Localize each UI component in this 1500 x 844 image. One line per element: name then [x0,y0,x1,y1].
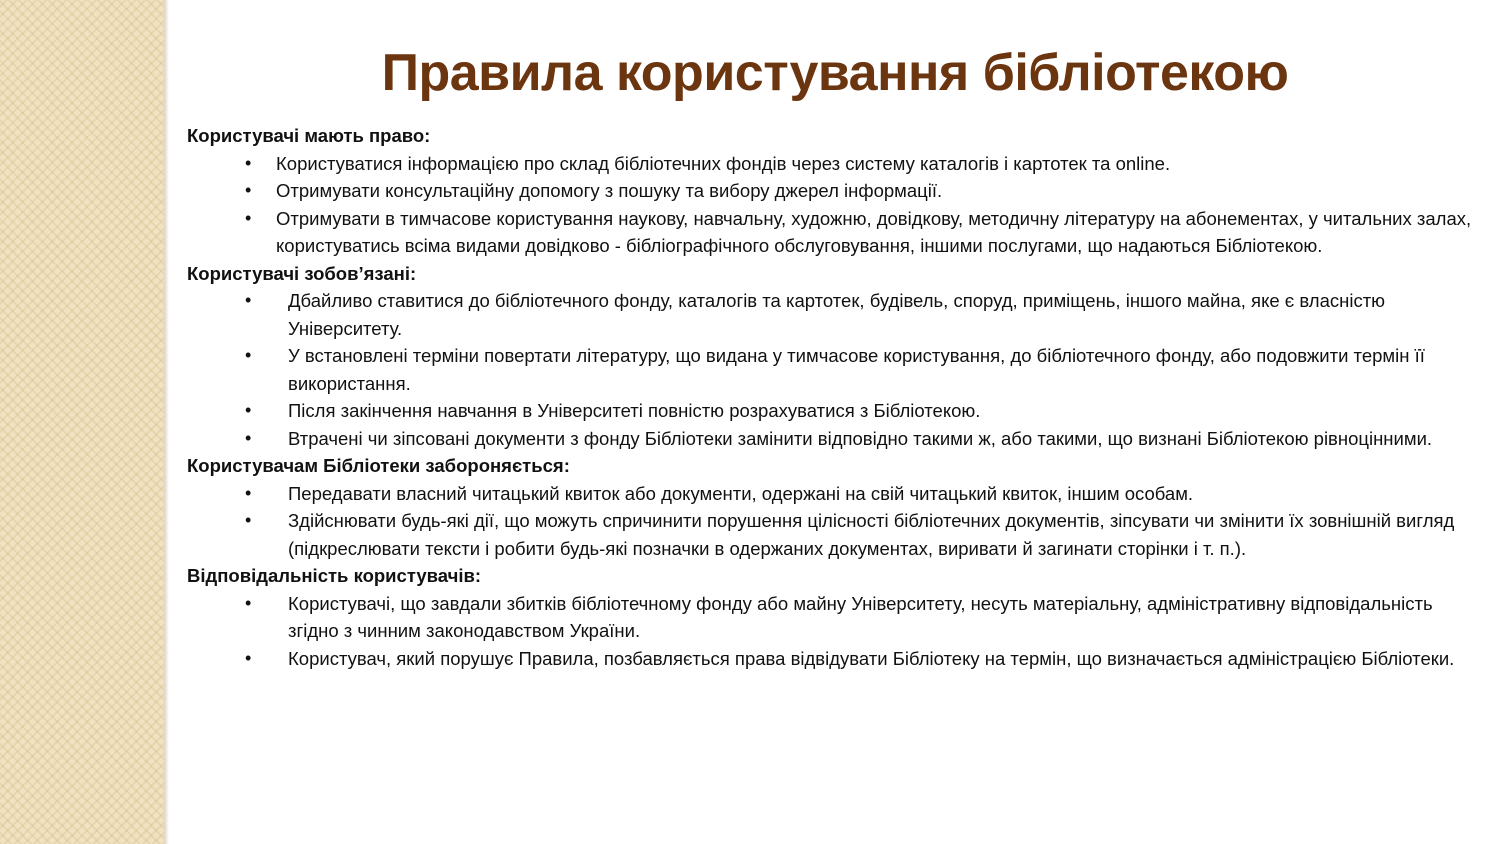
slide-title: Правила користування бібліотекою [381,44,1289,102]
responsibility-list [187,590,1482,673]
rights-list [187,150,1482,260]
bullet-symbol: • [245,345,252,365]
section-heading-obligations: Користувачі зобов’язані: [187,262,417,284]
section-heading-responsibility: Відповідальність користувачів: [187,565,482,586]
bullet-symbol: • [245,647,252,668]
list-item-text: У встановлені терміни повертати літературу, що видана у тимчасове користування, до бібліотечного фонду, або подовжити термін її використання. [288,345,1425,394]
list-item [187,150,1482,178]
list-item-text: Втрачені чи зіпсовані документи з фонду Бібліотеки замінити відповідно такими ж, або такими, що визнані Бібліотекою рівноцінними. [288,427,1433,449]
bullet-symbol: • [245,290,252,310]
section-heading-rights: Користувачі мають право: [187,125,431,146]
prohibitions-list [187,480,1482,563]
list-item-text: Здійснювати будь-які дії, що можуть спричинити порушення цілісності бібліотечних документів, зіпсувати чи змінити їх зовнішній вигляд (підкреслювати тексти і робити будь-які позначки в одержаних документах, виривати й загинати сторінки і т. п.). [288,510,1455,559]
list-item [187,287,1482,342]
list-item [187,507,1482,562]
list-item-text: Передавати власний читацький квиток або документи, одержані на свій читацький квиток, іншим особам. [288,482,1194,504]
side-strip-shadow [164,0,169,844]
list-item [187,645,1482,673]
list-item-text: Користувач, який порушує Правила, позбавляється права відвідувати Бібліотеку на термін, що визначається адміністрацією Бібліотеки. [288,647,1455,669]
section-obligations [187,260,1482,453]
section-rights [187,122,1482,260]
bullet-symbol: • [245,482,252,503]
list-item [187,425,1482,453]
list-item [187,205,1482,260]
list-item [187,342,1482,397]
list-item [187,590,1482,645]
bullet-symbol: • [245,592,252,613]
list-item-text: Користуватися інформацією про склад бібліотечних фондів через систему каталогів і картотек та online. [276,152,1171,174]
list-item [187,480,1482,508]
list-item-text: Дбайливо ставитися до бібліотечного фонду, каталогів та картотек, будівель, споруд, приміщень, іншого майна, яке є власністю Університету. [288,290,1386,339]
bullet-symbol: • [245,207,252,228]
bullet-symbol: • [245,510,252,530]
bullet-symbol: • [245,152,252,173]
bullet-symbol: • [245,427,252,448]
list-item [187,177,1482,205]
list-item [187,397,1482,425]
bullet-symbol: • [245,180,252,200]
section-heading-prohibitions: Користувачам Бібліотеки забороняється: [187,455,570,476]
obligations-list [187,287,1482,452]
section-prohibitions [187,452,1482,562]
list-item-text: Отримувати консультаційну допомогу з пошуку та вибору джерел інформації. [276,180,943,201]
list-item-text: Користувачі, що завдали збитків бібліотечному фонду або майну Університету, несуть матеріальну, адміністративну відповідальність згідно з чинним законодавством України. [288,592,1433,641]
list-item-text: Отримувати в тимчасове користування наукову, навчальну, художню, довідкову, методичну літературу на абонементах, у читальних залах, користуватись всіма видами довідково - бібліографічного обслуговування, іншими послугами, що надаються Бібліотекою. [276,207,1472,256]
slide-content [187,122,1482,672]
decorative-side-strip [0,0,164,844]
list-item-text: Після закінчення навчання в Університеті повністю розрахуватися з Бібліотекою. [288,400,981,421]
bullet-symbol: • [245,400,252,420]
section-responsibility [187,562,1482,672]
